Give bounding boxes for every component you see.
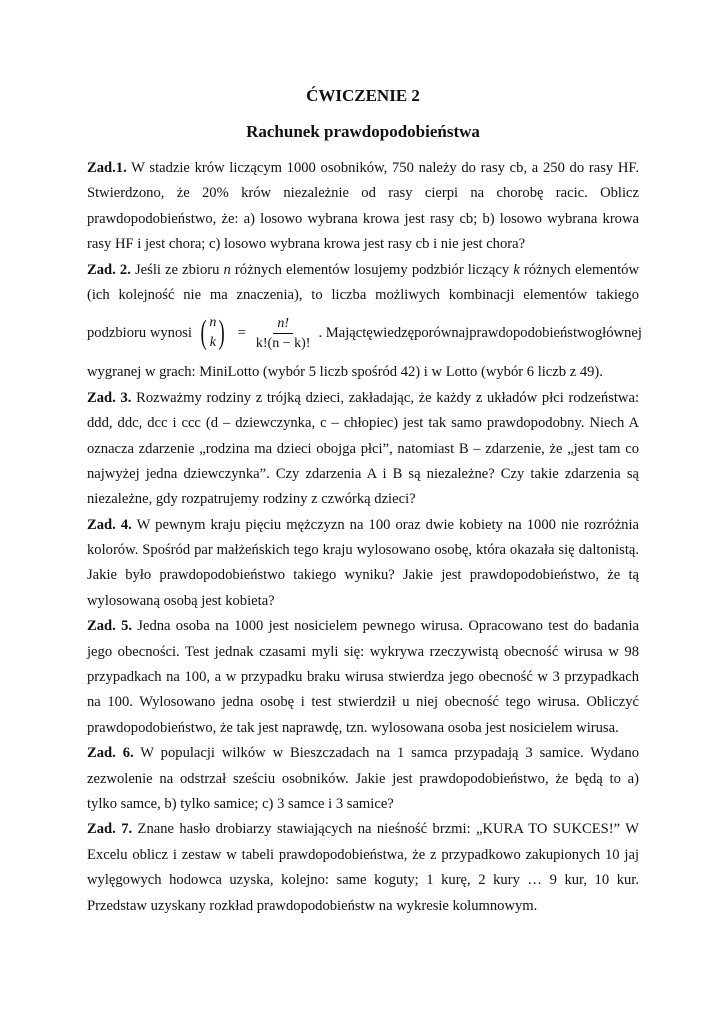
binom-top: n bbox=[209, 315, 217, 331]
text-line: przypadkach na 100, a w przypadku braku wirusa stwierdza jego obecność w 3 przypadkach bbox=[87, 669, 639, 686]
text-line bbox=[87, 614, 639, 639]
text-line bbox=[87, 817, 639, 842]
page-title: ĆWICZENIE 2 bbox=[306, 86, 420, 105]
word: wiedzę bbox=[372, 324, 415, 341]
text-line bbox=[87, 513, 639, 538]
exercise-6 bbox=[87, 741, 639, 817]
text-line bbox=[87, 741, 639, 766]
variable-n: n bbox=[223, 261, 231, 278]
exercise-2 bbox=[87, 258, 642, 386]
exercise-7 bbox=[87, 817, 639, 919]
exercise-label: Zad. 3. bbox=[87, 389, 132, 406]
text-line: Stwierdzono, że 20% krów niezależnie od rasy cierpi na chorobę racic. Oblicz bbox=[87, 185, 639, 202]
right-paren: ) bbox=[218, 314, 226, 352]
text-line bbox=[87, 258, 639, 283]
text-line: wylęgowych hodowca uzyska, kolejno: same koguty; 1 kurę, 2 kury … 9 kur, 10 kur. bbox=[87, 872, 639, 889]
text-line bbox=[87, 386, 639, 411]
fraction-numerator: n! bbox=[273, 314, 293, 334]
exercise-text: Znane hasło drobiarzy stawiających na nieśność brzmi: „KURA TO SUKCES!” W bbox=[132, 821, 639, 838]
formula-suffix bbox=[318, 321, 641, 346]
fraction bbox=[252, 314, 315, 353]
exercise-4 bbox=[87, 513, 639, 615]
text-line: kolorów. Spośród par małżeńskich tego kraju wylosowano osobę, która okazała się daltonistą. bbox=[87, 542, 639, 559]
text-line: najwyżej jedna dziewczynka”. Czy zdarzenia A i B są niezależne? Czy takie zdarzenia są bbox=[87, 465, 639, 482]
formula-line bbox=[87, 310, 642, 356]
text-line: prawdopodobieństwo, że tak jest naprawdę, tzn. wylosowana osoba jest nosicielem wirusa. bbox=[87, 719, 619, 736]
exercise-3 bbox=[87, 386, 639, 513]
exercise-text: W pewnym kraju pięciu mężczyzn na 100 oraz dwie kobiety na 1000 nie rozróżnia bbox=[131, 516, 639, 533]
exercise-label: Zad. 4. bbox=[87, 516, 132, 533]
exercise-text: W populacji wilków w Bieszczadach na 1 samca przypadają 3 samice. Wydano bbox=[133, 745, 639, 762]
left-paren: ( bbox=[200, 314, 207, 352]
binomial-coefficient bbox=[198, 313, 228, 353]
exercise-label: Zad. 2. bbox=[87, 261, 131, 278]
binom-bottom: k bbox=[209, 335, 216, 351]
text-line: tylko samce, b) tylko samice; c) 3 samce i 3 samice? bbox=[87, 795, 394, 812]
text-line: (ich kolejność nie ma znaczenia), to liczba możliwych kombinacji elementów takiego bbox=[87, 286, 639, 303]
fraction-denominator: k!(n − k)! bbox=[255, 335, 311, 351]
exercise-label: Zad.1. bbox=[87, 160, 127, 176]
text-line: oznacza zdarzenie „rodzina ma dzieci obojga płci”, natomiast B – zdarzenie, że „jest tam co bbox=[87, 440, 639, 457]
text-line: rasy HF i jest chora; c) losowo wybrana krowa jest rasy cb i nie jest chora? bbox=[87, 236, 526, 253]
text-line: ddd, ddc, dcc i ccc (d – dziewczynka, c – chłopiec) jest tak samo prawdopodobny. Niech A bbox=[87, 415, 639, 432]
exercise-label: Zad. 7. bbox=[87, 821, 133, 838]
word: . Mając bbox=[318, 324, 363, 341]
exercise-1 bbox=[87, 156, 639, 258]
exercise-text: W stadzie krów liczącym 1000 osobników, 750 należy do rasy cb, a 250 do rasy HF. bbox=[126, 160, 639, 176]
text-line: Jakie było prawdopodobieństwo takiego wyniku? Jakie jest prawdopodobieństwo, że tą bbox=[87, 567, 639, 584]
exercise-label: Zad. 5. bbox=[87, 618, 133, 635]
exercise-text: Rozważmy rodziny z trójką dzieci, zakładając, że każdy z układów płci rodzeństwa: bbox=[131, 389, 640, 406]
exercise-text: różnych elementów losujemy podzbiór liczący bbox=[230, 261, 514, 278]
text-line: na 100. Wylosowano jedna osobę i test stwierdził u niej obecność tego wirusa. Obliczyć bbox=[87, 694, 639, 711]
exercise-5 bbox=[87, 614, 639, 741]
exercise-label: Zad. 6. bbox=[87, 745, 134, 762]
text-line: wylosowaną osobą jest kobieta? bbox=[87, 592, 275, 609]
page-subtitle: Rachunek prawdopodobieństwa bbox=[246, 122, 480, 141]
word: prawdopodobieństwo bbox=[469, 324, 595, 341]
text-line: jego obecności. Test jednak czasami myli się: wykrywa rzeczywistą obecność wirusa w 98 bbox=[87, 643, 639, 660]
word: tę bbox=[362, 324, 373, 341]
formula-prefix: podzbioru wynosi bbox=[87, 324, 192, 341]
text-line: prawdopodobieństwo, że: a) losowo wybrana krowa jest rasy cb; b) losowo wybrana krowa bbox=[87, 210, 639, 227]
text-line: Przedstaw uzyskany rozkład prawdopodobieństw na wykresie kolumnowym. bbox=[87, 897, 538, 914]
text-line bbox=[87, 156, 639, 181]
word: porównaj bbox=[414, 324, 470, 341]
equals-sign: = bbox=[237, 324, 246, 341]
text-line: wygranej w grach: MiniLotto (wybór 5 liczb spośród 42) i w Lotto (wybór 6 liczb z 49). bbox=[87, 364, 603, 381]
exercise-text: Jeśli ze zbioru bbox=[130, 261, 224, 278]
exercise-text: Jedna osoba na 1000 jest nosicielem pewnego wirusa. Opracowano test do badania bbox=[132, 618, 639, 635]
text-line: niezależne, gdy rozpatrujemy rodziny z czwórką dzieci? bbox=[87, 491, 416, 508]
word: głównej bbox=[594, 324, 642, 341]
exercise-text: różnych elementów bbox=[519, 261, 639, 278]
document-body bbox=[87, 156, 642, 919]
text-line: Excelu oblicz i zestaw w tabeli prawdopodobieństwa, że z przypadkowo zakupionych 10 jaj bbox=[87, 846, 639, 863]
text-line: zezwolenie na odstrzał sześciu osobników. Jakie jest prawdopodobieństwo, że będą to a) bbox=[87, 770, 639, 787]
variable-k: k bbox=[513, 261, 520, 278]
